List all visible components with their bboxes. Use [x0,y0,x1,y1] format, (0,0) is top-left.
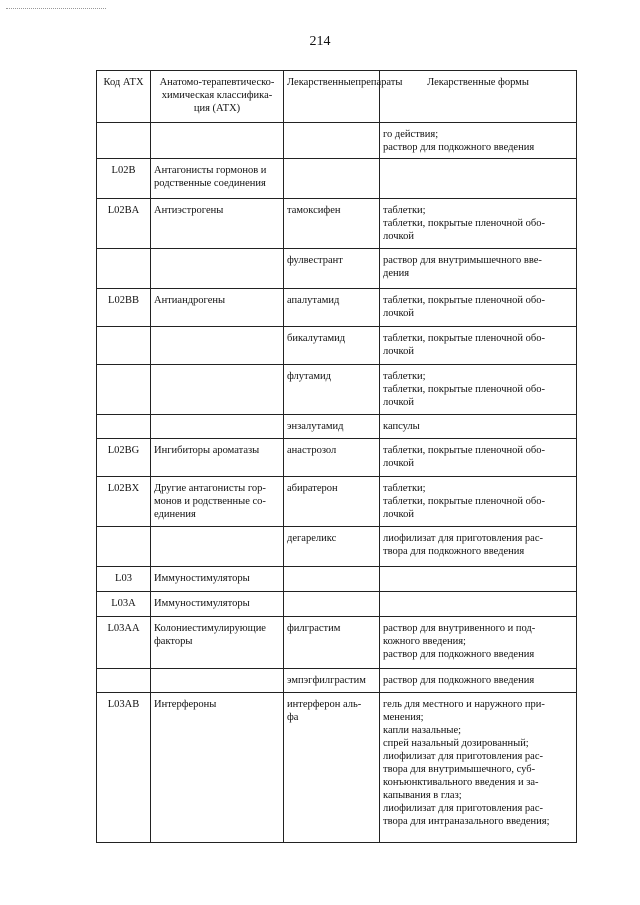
cell-drug [284,617,380,669]
cell-text-line: тамоксифен [287,205,341,216]
table-row [97,477,577,527]
cell-text-line: Антагонисты гормонов и [154,165,267,176]
table-row [97,567,577,592]
cell-drug [284,477,380,527]
cell-text-line: таблетки, покрытые пленочной обо- [383,445,545,456]
cell-text-line: лиофилизат для приготовления рас- [383,803,544,814]
cell-text-line: гель для местного и наружного при- [383,699,545,710]
cell-text-line: таблетки, покрытые пленочной обо- [383,295,545,306]
cell-dosage-forms [380,365,577,415]
cell-text-line: филграстим [287,623,341,634]
cell-drug [284,592,380,617]
header-drugs [284,71,403,123]
cell-text-line: Лекарственные [287,77,356,88]
cell-text-line: го действия; [383,129,439,140]
table-row [97,249,577,289]
cell-atx-classification [151,159,284,199]
cell-text-line: лочкой [383,346,414,357]
cell-text-line: Лекарственные формы [427,77,529,88]
cell-dosage-forms [380,527,577,567]
table-row [97,159,577,199]
cell-atx-code [97,527,151,567]
cell-text-line: менения; [383,712,424,723]
cell-text-line: раствор для внутримышечного вве- [383,255,542,266]
cell-drug [284,289,380,327]
table-row [97,365,577,415]
cell-text-line: анастрозол [287,445,337,456]
cell-text-line: Антиандрогены [154,295,226,306]
cell-dosage-forms [380,199,577,249]
cell-drug [284,669,380,693]
cell-drug [284,327,380,365]
cell-text-line: лочкой [383,231,414,242]
cell-dosage-forms [380,159,577,199]
cell-dosage-forms [380,415,577,439]
cell-atx-code: L03 [97,567,151,592]
cell-text-line: таблетки, покрытые пленочной обо- [383,218,545,229]
scan-artifact-line [6,8,106,10]
cell-text-line: абиратерон [287,483,338,494]
cell-text-line: интерферон аль- [287,699,362,710]
cell-text-line: твора для интраназального введения; [383,816,550,827]
cell-text-line: химическая классифика- [161,90,273,101]
cell-atx-classification [151,592,284,617]
cell-text-line: лиофилизат для приготовления рас- [383,533,544,544]
cell-dosage-forms [380,289,577,327]
cell-text-line: Колониестимулирующие [154,623,266,634]
cell-atx-classification [151,669,284,693]
cell-atx-code [97,669,151,693]
cell-text-line: Интерфероны [154,699,217,710]
cell-atx-code: L02BX [97,477,151,527]
cell-dosage-forms [380,617,577,669]
cell-text-line: лочкой [383,509,414,520]
cell-atx-classification [151,365,284,415]
cell-atx-code [97,415,151,439]
cell-text-line: Анатомо-терапевтическо- [159,77,275,88]
cell-atx-code: L02BA [97,199,151,249]
cell-text-line: монов и родственные со- [154,496,266,507]
cell-text-line: Антиэстрогены [154,205,224,216]
atx-table [96,70,577,843]
cell-text-line: Другие антагонисты гор- [154,483,266,494]
cell-text-line: раствор для подкожного введения [383,675,535,686]
cell-atx-classification [151,249,284,289]
table-row [97,527,577,567]
cell-text-line: лочкой [383,308,414,319]
cell-text-line: родственные соединения [154,178,266,189]
cell-dosage-forms [380,123,577,159]
cell-text-line: таблетки, покрытые пленочной обо- [383,384,545,395]
cell-text-line: кожного введения; [383,636,466,647]
cell-text-line: спрей назальный дозированный; [383,738,529,749]
table-row [97,669,577,693]
cell-atx-code: L02BG [97,439,151,477]
cell-text-line: твора для внутримышечного, суб- [383,764,536,775]
cell-text-line: твора для подкожного введения [383,546,525,557]
cell-text-line: фулвестрант [287,255,343,266]
cell-text-line: эмпэгфилграстим [287,675,366,686]
cell-text-line: препараты [355,77,403,88]
cell-drug [284,365,380,415]
table-row [97,617,577,669]
cell-text-line: таблетки, покрытые пленочной обо- [383,333,545,344]
table-body [97,123,577,843]
cell-dosage-forms [380,327,577,365]
cell-drug [284,415,380,439]
cell-text-line: лочкой [383,397,414,408]
cell-text-line: Ингибиторы ароматазы [154,445,260,456]
header-dosage-forms [380,71,577,123]
cell-text-line: факторы [154,636,193,647]
table-row [97,199,577,249]
cell-drug [284,199,380,249]
cell-atx-code [97,249,151,289]
header-atx-classification [151,71,284,123]
table-row [97,439,577,477]
table-row [97,693,577,843]
cell-text-line: лочкой [383,458,414,469]
cell-text-line: дения [383,268,410,279]
cell-drug [284,159,380,199]
cell-drug [284,567,380,592]
cell-drug [284,439,380,477]
cell-dosage-forms [380,567,577,592]
cell-text-line: капли назальные; [383,725,462,736]
cell-atx-classification [151,567,284,592]
cell-dosage-forms [380,592,577,617]
page-number: 214 [309,34,331,49]
cell-text-line: таблетки, покрытые пленочной обо- [383,496,545,507]
cell-text-line: фа [287,712,299,723]
cell-atx-code: L03AB [97,693,151,843]
table-row [97,415,577,439]
cell-text-line: капсулы [383,421,420,432]
table-row [97,289,577,327]
cell-text-line: конъюнктивального введения и за- [383,777,539,788]
cell-text-line: таблетки; [383,205,426,216]
table-row [97,592,577,617]
cell-atx-code: L02BB [97,289,151,327]
cell-atx-code: L03A [97,592,151,617]
cell-drug [284,693,380,843]
cell-text-line: единения [154,509,196,520]
cell-text-line: капывания в глаз; [383,790,462,801]
cell-dosage-forms [380,439,577,477]
cell-atx-classification [151,477,284,527]
cell-text-line: таблетки; [383,483,426,494]
cell-text-line: Иммуностимуляторы [154,573,250,584]
table-header-row [97,71,577,123]
cell-atx-code [97,123,151,159]
cell-drug [284,249,380,289]
table-row [97,123,577,159]
cell-dosage-forms [380,693,577,843]
cell-atx-classification [151,415,284,439]
header-atx-code [97,71,151,123]
cell-text-line: бикалутамид [287,333,346,344]
cell-text-line: лиофилизат для приготовления рас- [383,751,544,762]
cell-dosage-forms [380,477,577,527]
cell-atx-code: L02B [97,159,151,199]
cell-atx-classification [151,327,284,365]
cell-atx-code [97,365,151,415]
cell-atx-classification [151,123,284,159]
cell-text-line: апалутамид [287,295,340,306]
cell-text-line: раствор для подкожного введения [383,649,535,660]
cell-atx-classification [151,617,284,669]
cell-text-line: Иммуностимуляторы [154,598,250,609]
cell-atx-classification [151,199,284,249]
cell-text-line: Код АТХ [103,77,144,88]
cell-atx-code [97,327,151,365]
cell-atx-classification [151,439,284,477]
cell-atx-classification [151,693,284,843]
cell-text-line: флутамид [287,371,332,382]
cell-dosage-forms [380,249,577,289]
cell-atx-code: L03AA [97,617,151,669]
cell-text-line: таблетки; [383,371,426,382]
cell-text-line: раствор для внутривенного и под- [383,623,536,634]
cell-drug [284,123,380,159]
cell-dosage-forms [380,669,577,693]
table-row [97,327,577,365]
cell-text-line: энзалутамид [287,421,344,432]
cell-atx-classification [151,527,284,567]
cell-text-line: раствор для подкожного введения [383,142,535,153]
cell-atx-classification [151,289,284,327]
cell-text-line: ция (АТХ) [193,103,241,114]
cell-text-line: дегареликс [287,533,337,544]
cell-drug [284,527,380,567]
